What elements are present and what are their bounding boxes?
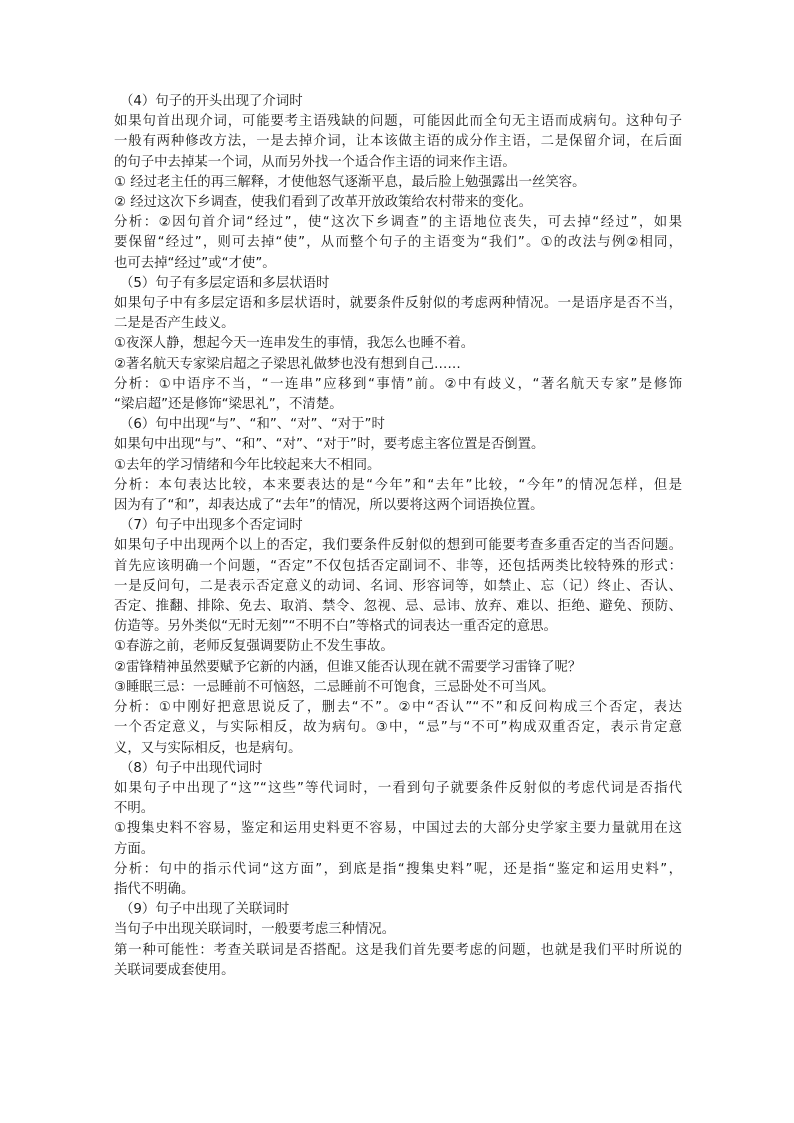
- text-line: 分析：①中刚好把意思说反了，删去“不”。②中“否认”“不”和反问构成三个否定，表达: [114, 700, 682, 716]
- section-heading: （7）句子中出现多个否定词时: [120, 518, 303, 534]
- text-line: ③睡眠三忌：一忌睡前不可恼怒，二忌睡前不可饱食，三忌卧处不可当风。: [114, 679, 555, 695]
- text-line: 因为有了“和”，却表达成了“去年”的情况，所以要将这两个词语换位置。: [114, 498, 544, 514]
- text-line: ② 经过这次下乡调查，使我们看到了改革开放政策给农村带来的变化。: [114, 195, 532, 211]
- text-line: 也可去掉“经过”或“才使”。: [114, 255, 276, 271]
- section-heading: （6）句中出现“与”、“和”、“对”、“对于”时: [120, 417, 385, 433]
- text-line: ①去年的学习情绪和今年比较起来大不相同。: [114, 457, 381, 473]
- text-line: 方面。: [114, 841, 155, 857]
- text-line: ①春游之前，老师反复强调要防止不发生事故。: [114, 639, 394, 655]
- text-line: ①夜深人静，想起今天一连串发生的事情，我怎么也睡不着。: [114, 336, 475, 352]
- text-line: 否定、推翻、排除、免去、取消、禁令、忽视、忌、忌讳、放弃、难以、拒绝、避免、预防、: [114, 599, 682, 615]
- text-line: 如果句子中出现了“这”“这些”等代词时，一看到句子就要条件反射似的考虑代词是否指代: [114, 780, 682, 796]
- text-line: 如果句子中出现两个以上的否定，我们要条件反射似的想到可能要考查多重否定的当否问题。: [114, 538, 682, 554]
- text-line: 如果句中出现“与”、“和”、“对”、“对于”时，要考虑主客位置是否倒置。: [114, 437, 545, 453]
- text-line: ②著名航天专家梁启超之子梁思礼做梦也没有想到自己……: [114, 356, 461, 372]
- text-line: 不明。: [114, 801, 155, 817]
- section-heading: （9）句子中出现了关联词时: [120, 902, 290, 918]
- text-line: 仿造等。另外类似“无时无刻”“不明不白”等格式的词表达一重否定的意思。: [114, 619, 557, 635]
- text-line: 首先应该明确一个问题，“否定”不仅包括否定副词不、非等，还包括两类比较特殊的形式：: [114, 558, 682, 574]
- text-line: ①搜集史料不容易，鉴定和运用史料更不容易，中国过去的大部分史学家主要力量就用在这: [114, 821, 682, 837]
- section-heading: （8）句子中出现代词时: [120, 760, 263, 776]
- text-line: “梁启超”还是修饰“梁思礼”，不清楚。: [114, 397, 343, 413]
- text-line: 第一种可能性：考查关联词是否搭配。这是我们首先要考虑的问题，也就是我们平时所说的: [114, 942, 682, 958]
- text-line: 一是反问句，二是表示否定意义的动词、名词、形容词等，如禁止、忘（记）终止、否认、: [114, 578, 682, 594]
- document-page: [114, 92, 682, 981]
- text-line: ②雷锋精神虽然要赋予它新的内涵，但谁又能否认现在就不需要学习雷锋了呢？: [114, 659, 582, 675]
- text-line: 指代不明确。: [114, 881, 195, 897]
- text-line: 如果句首出现介词，可能要考主语残缺的问题，可能因此而全句无主语而成病句。这种句子: [114, 114, 682, 130]
- text-line: 二是是否产生歧义。: [114, 316, 235, 332]
- text-line: 的句子中去掉某一个词，从而另外找一个适合作主语的词来作主语。: [114, 154, 516, 170]
- text-line: 要保留“经过”，则可去掉“使”，从而整个句子的主语变为“我们”。①的改法与例②相同，: [114, 235, 682, 251]
- text-line: 一个否定意义，与实际相反，故为病句。③中，“忌”与“不可”构成双重否定，表示肯定意: [114, 720, 682, 736]
- text-line: 义，又与实际相反，也是病句。: [114, 740, 302, 756]
- text-line: 分析：本句表达比较，本来要表达的是“今年”和“去年”比较，“今年”的情况怎样，但是: [114, 477, 682, 493]
- text-line: 分析：①中语序不当，“一连串”应移到“事情”前。②中有歧义，“著名航天专家”是修饰: [114, 376, 682, 392]
- section-heading: （4）句子的开头出现了介词时: [120, 94, 303, 109]
- text-line: 当句子中出现关联词时，一般要考虑三种情况。: [114, 922, 396, 938]
- text-line: 分析：②因句首介词“经过”，使“这次下乡调查”的主语地位丧失，可去掉“经过”，如果: [114, 215, 682, 231]
- text-line: 关联词要成套使用。: [114, 962, 235, 978]
- section-heading: （5）句子有多层定语和多层状语时: [120, 275, 330, 291]
- text-line: 分析：句中的指示代词“这方面”，到底是指“搜集史料”呢，还是指“鉴定和运用史料”，: [114, 861, 682, 877]
- text-line: 一般有两种修改方法，一是去掉介词，让本该做主语的成分作主语，二是保留介词，在后面: [114, 134, 682, 150]
- text-line: ① 经过老主任的再三解释，才使他怒气逐渐平息，最后脸上勉强露出一丝笑容。: [114, 174, 586, 190]
- text-line: 如果句子中有多层定语和多层状语时，就要条件反射似的考虑两种情况。一是语序是否不当，: [114, 296, 682, 312]
